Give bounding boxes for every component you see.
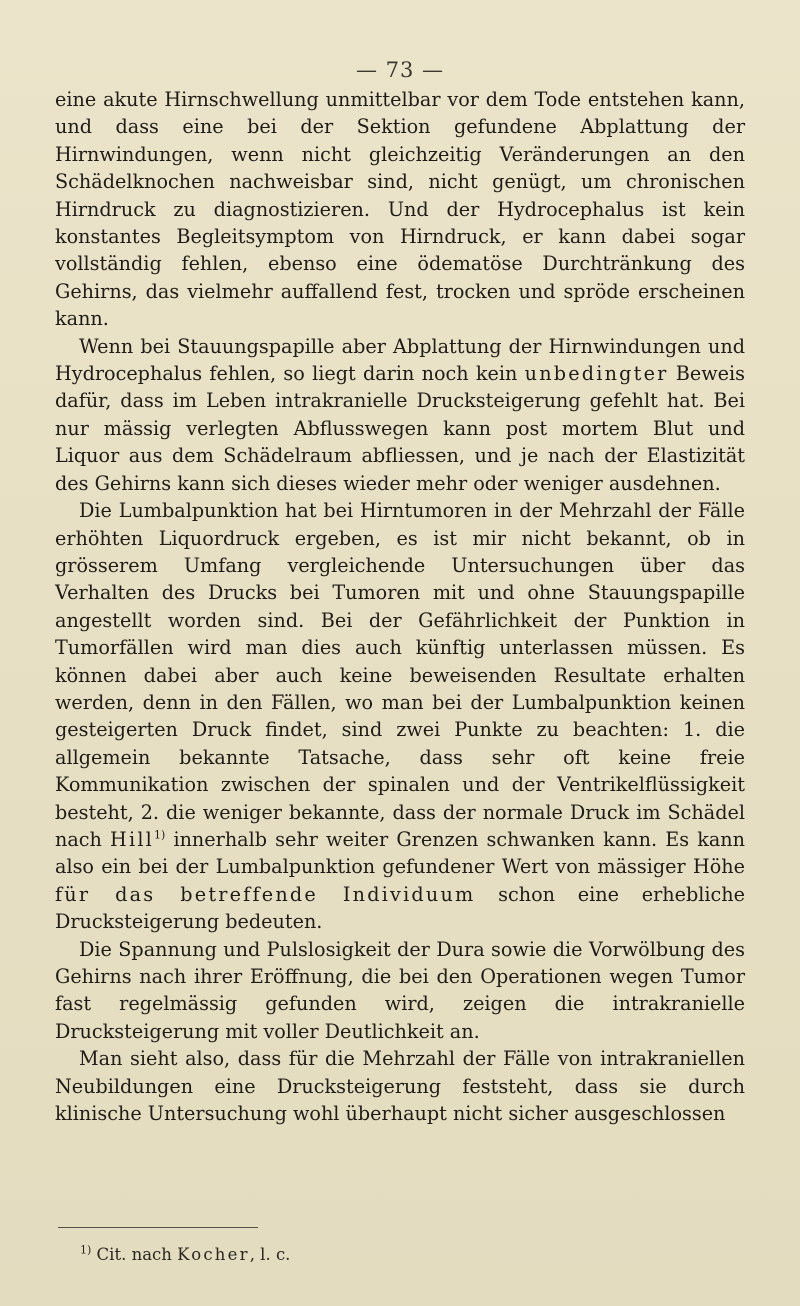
footnote-marker: 1) bbox=[80, 1243, 92, 1257]
text-segment: eine akute Hirnschwellung unmittelbar vor dem Tode entstehen kann, und dass eine bei der Sektion gefundene Abplattung der Hirnwindungen, wenn nicht gleichzeitig Veränderungen an den Schädelknochen nachweisbar sind, nicht genügt, um chronischen Hirndruck zu diagnostizieren. Und der Hydrocephalus ist kein konstantes Begleitsymptom von Hirndruck, er kann dabei sogar vollständig fehlen, ebenso eine ödematöse Durchtränkung des Gehirns, das vielmehr auffallend fest, trocken und spröde erscheinen kann. bbox=[55, 88, 745, 331]
text-segment: Die Spannung und Pulslosigkeit der Dura sowie die Vorwölbung des Gehirns nach ihrer Eröffnung, die bei den Operationen wegen Tumor fast regelmässig gefunden wird, zeigen die intrakranielle Drucksteigerung mit voller Deutlichkeit an. bbox=[55, 937, 745, 1043]
footnote-text-after: , l. c. bbox=[249, 1245, 291, 1264]
emphasized-text: Hill bbox=[110, 827, 154, 851]
text-segment: Beweis dafür, dass im Leben intrakranielle Drucksteigerung gefehlt hat. Bei nur mässig verlegten Abflusswegen kann post mortem Blut und Liquor aus dem Schädelraum abfliessen, und je nach der Elastizität des Gehirns kann sich dieses wieder mehr oder weniger ausdehnen. bbox=[55, 362, 745, 495]
body-text bbox=[55, 86, 745, 1127]
footnote-text-before: Cit. nach bbox=[91, 1245, 178, 1264]
paragraph bbox=[55, 1045, 745, 1127]
paragraph bbox=[55, 936, 745, 1046]
footnote bbox=[80, 1244, 290, 1266]
footnote-reference: 1) bbox=[154, 828, 166, 842]
text-segment: Die Lumbalpunktion hat bei Hirntumoren in der Mehrzahl der Fälle erhöhten Liquordruck ergeben, es ist mir nicht bekannt, ob in grösserem Umfang vergleichende Untersuchungen über das Verhalten des Drucks bei Tumoren mit und ohne Stauungspapille angestellt worden sind. Bei der Gefährlichkeit der Punktion in Tumorfällen wird man dies auch künftig unterlassen müssen. Es können dabei aber auch keine beweisenden Resultate erhalten werden, denn in den Fällen, wo man bei der Lumbalpunktion keinen gesteigerten Druck findet, sind zwei Punkte zu beachten: 1. die allgemein bekannte Tatsache, dass sehr oft keine freie Kommunikation zwischen der spinalen und der Ventrikelflüssigkeit besteht, 2. die weniger bekannte, dass der normale Druck im Schädel nach bbox=[55, 499, 745, 851]
footnote-author: Kocher bbox=[177, 1245, 250, 1264]
emphasized-text: für das betreffende Individuum bbox=[55, 882, 476, 906]
text-segment: schon eine erhebliche Drucksteigerung bedeuten. bbox=[55, 882, 745, 934]
text-segment: Man sieht also, dass für die Mehrzahl der Fälle von intrakraniellen Neubildungen eine Drucksteigerung feststeht, dass sie durch klinische Untersuchung wohl überhaupt nicht sicher ausgeschlossen bbox=[55, 1047, 745, 1126]
text-segment: Wenn bei Stauungspapille aber Abplattung der Hirnwindungen und Hydrocephalus fehlen, so liegt darin noch kein bbox=[55, 334, 745, 386]
paragraph bbox=[55, 86, 745, 333]
paragraph bbox=[55, 497, 745, 936]
paragraph bbox=[55, 333, 745, 497]
text-segment: innerhalb sehr weiter Grenzen schwanken kann. Es kann also ein bei der Lumbalpunktion gefundener Wert von mässiger Höhe bbox=[55, 827, 745, 879]
page-number: — 73 — bbox=[355, 58, 445, 82]
footnote-divider bbox=[58, 1227, 258, 1228]
emphasized-text: unbedingter bbox=[524, 362, 669, 386]
